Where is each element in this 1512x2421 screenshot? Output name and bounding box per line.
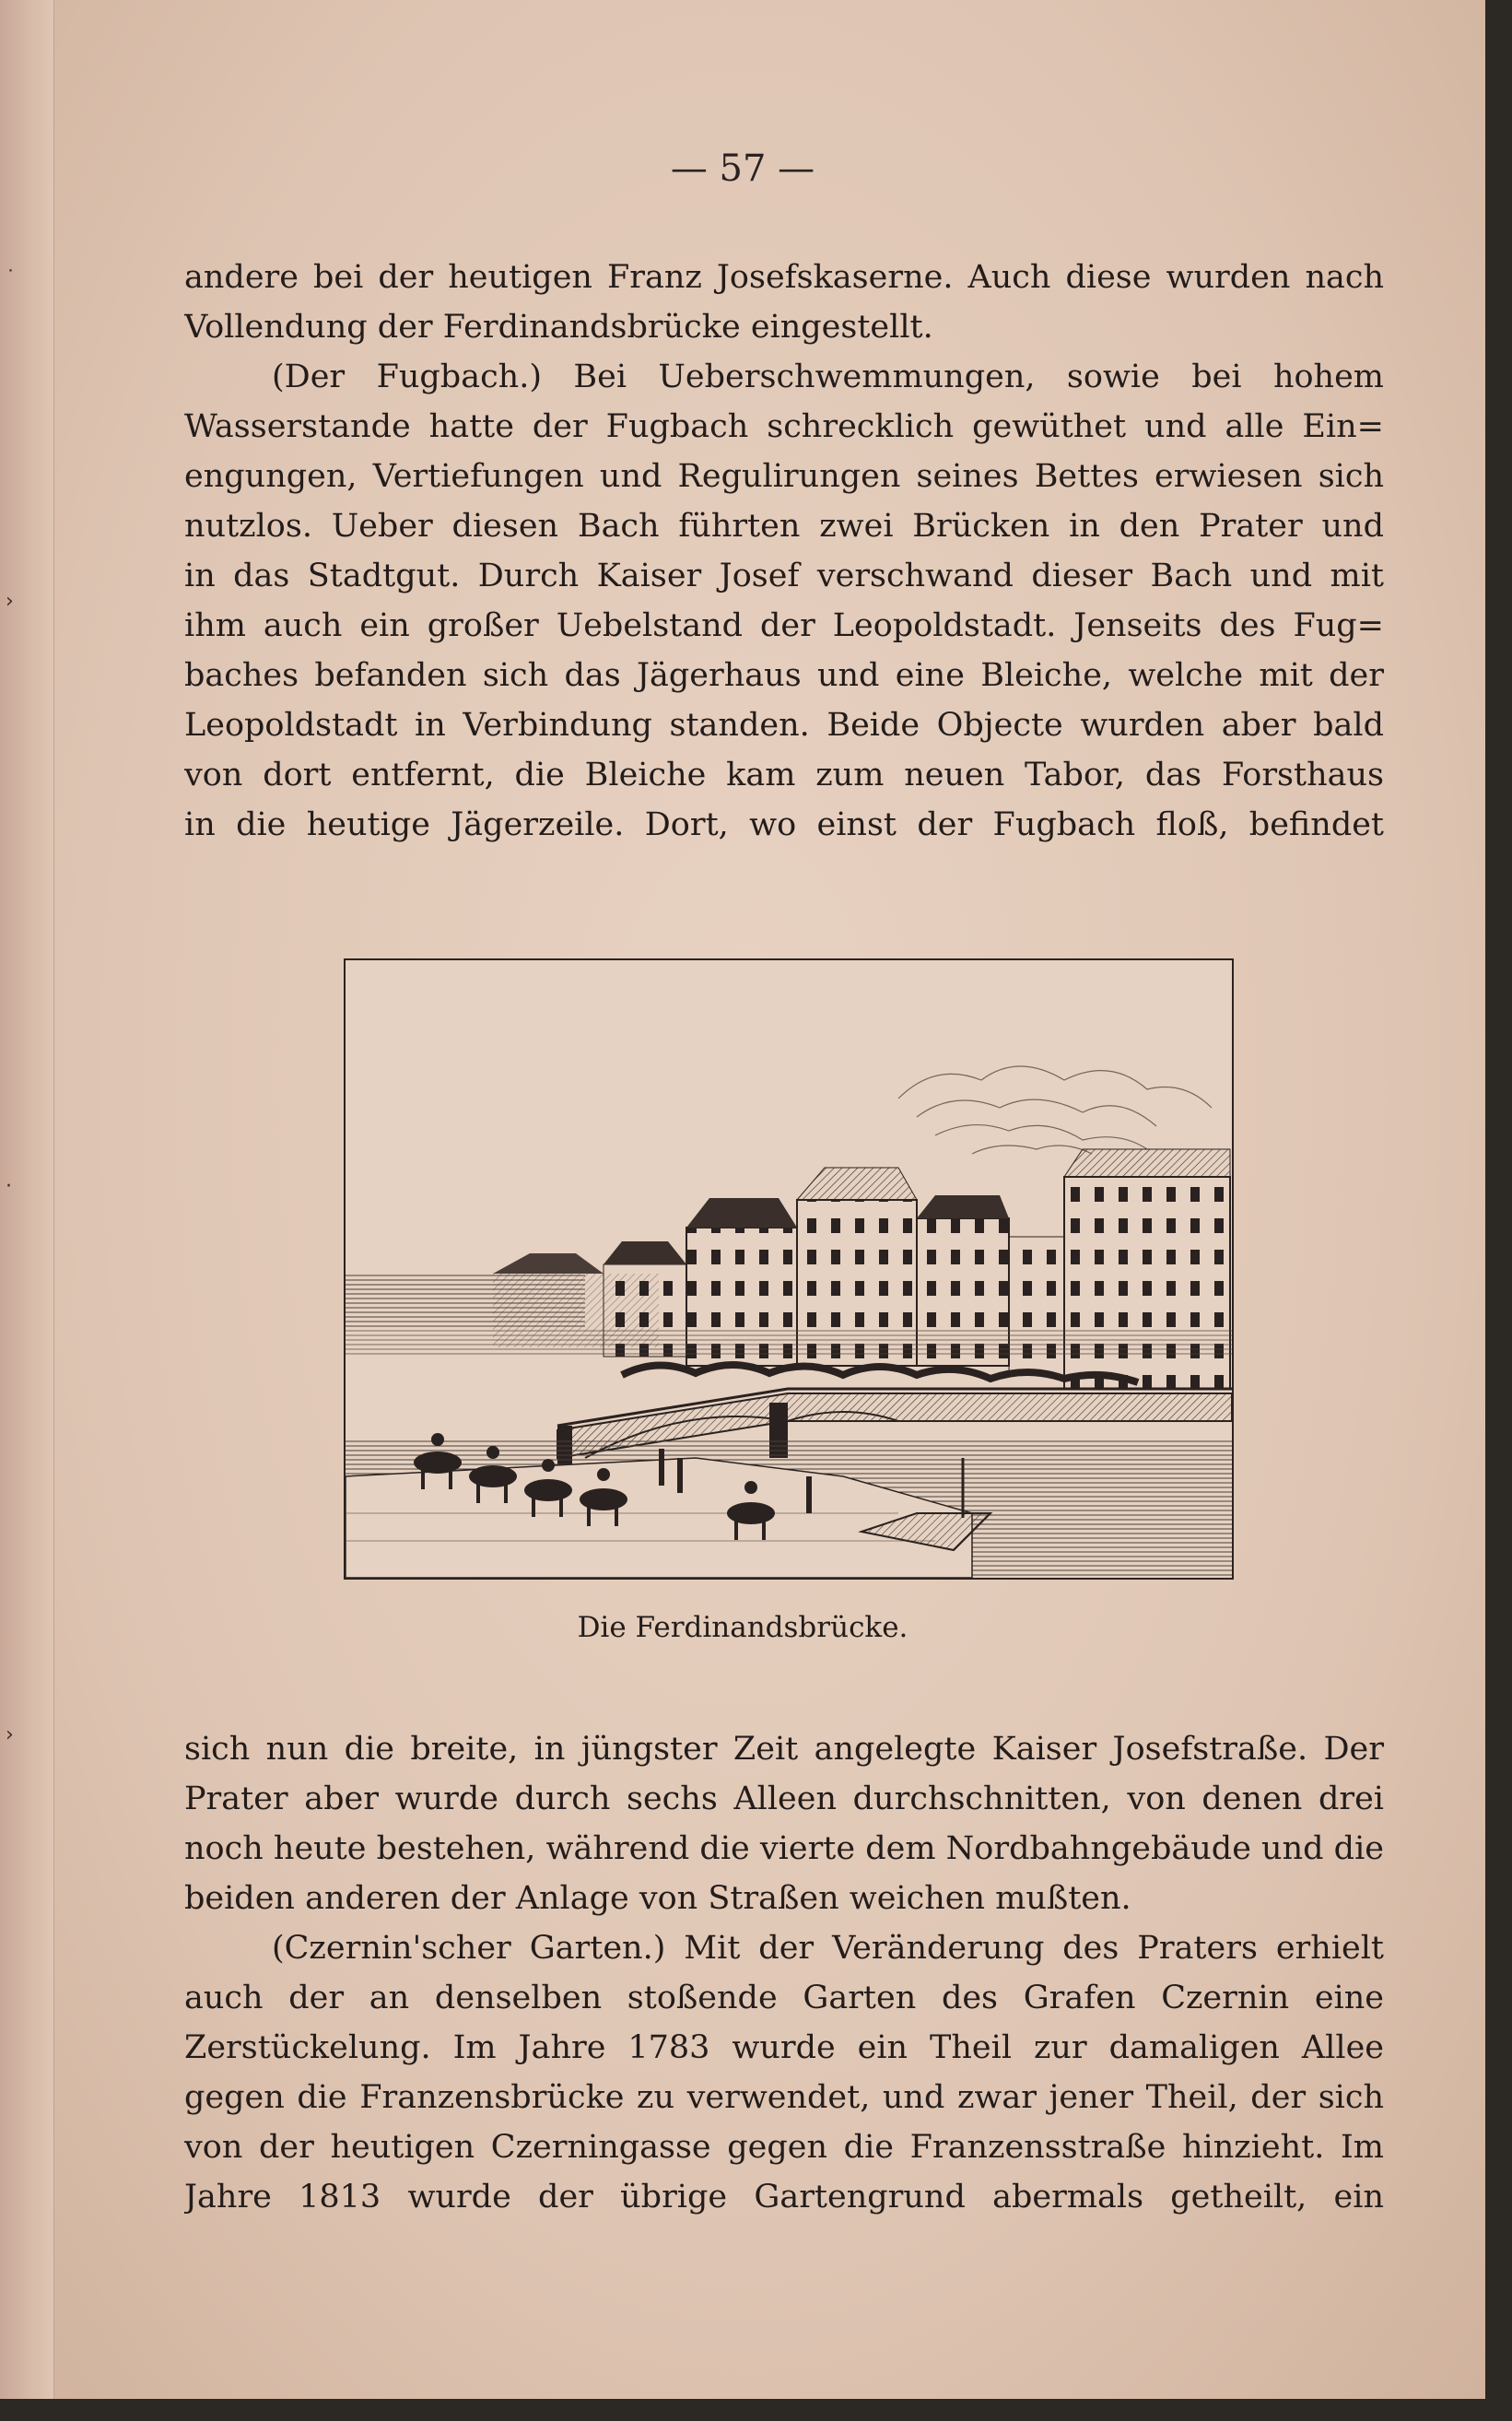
text-line: ihm auch ein großer Uebelstand der Leopoldstadt. Jenseits des Fug= bbox=[184, 607, 1384, 644]
text-line: auch der an denselben stoßende Garten des Grafen Czernin eine bbox=[184, 1980, 1384, 2016]
text-line: Vollendung der Ferdinandsbrücke eingestellt. bbox=[184, 309, 933, 346]
text-line: (Czernin'scher Garten.) Mit der Veränderung des Praters erhielt bbox=[272, 1930, 1384, 1967]
text-line: von der heutigen Czerningasse gegen die Franzensstraße hinzieht. Im bbox=[184, 2129, 1384, 2166]
text-line: (Der Fugbach.) Bei Ueberschwemmungen, sowie bei hohem bbox=[272, 358, 1384, 395]
text-line: sich nun die breite, in jüngster Zeit angelegte Kaiser Josefstraße. Der bbox=[184, 1731, 1384, 1768]
text-line: Jahre 1813 wurde der übrige Gartengrund abermals getheilt, ein bbox=[184, 2179, 1384, 2215]
text-line: Leopoldstadt in Verbindung standen. Beide Objecte wurden aber bald bbox=[184, 707, 1384, 744]
ferdinand-bridge-engraving bbox=[346, 960, 1232, 1578]
text-line: baches befanden sich das Jägerhaus und eine Bleiche, welche mit der bbox=[184, 657, 1384, 694]
figure-caption: Die Ferdinandsbrücke. bbox=[577, 1611, 908, 1644]
text-line: beiden anderen der Anlage von Straßen weichen mußten. bbox=[184, 1880, 1131, 1917]
text-line: noch heute bestehen, während die vierte dem Nordbahngebäude und die bbox=[184, 1830, 1384, 1867]
margin-mark: · bbox=[6, 1175, 12, 1198]
margin-mark: › bbox=[6, 1723, 14, 1746]
text-line: in das Stadtgut. Durch Kaiser Josef verschwand dieser Bach und mit bbox=[184, 558, 1384, 594]
top-text-block bbox=[184, 253, 1384, 850]
binding-gutter bbox=[0, 0, 54, 2399]
text-line: Prater aber wurde durch sechs Alleen durchschnitten, von denen drei bbox=[184, 1780, 1384, 1817]
text-line: von dort entfernt, die Bleiche kam zum neuen Tabor, das Forsthaus bbox=[184, 757, 1384, 793]
margin-mark: ˙ bbox=[6, 267, 16, 290]
bottom-text-block bbox=[184, 1724, 1384, 2222]
margin-mark: › bbox=[6, 590, 14, 613]
text-line: gegen die Franzensbrücke zu verwendet, und zwar jener Theil, der sich bbox=[184, 2079, 1384, 2116]
text-line: Zerstückelung. Im Jahre 1783 wurde ein Theil zur damaligen Allee bbox=[184, 2029, 1384, 2066]
text-line: andere bei der heutigen Franz Josefskaserne. Auch diese wurden nach bbox=[184, 259, 1384, 296]
engraving-figure bbox=[344, 958, 1234, 1580]
text-line: nutzlos. Ueber diesen Bach führten zwei Brücken in den Prater und bbox=[184, 508, 1384, 545]
text-line: in die heutige Jägerzeile. Dort, wo einst der Fugbach floß, befindet bbox=[184, 806, 1384, 843]
text-line: Wasserstande hatte der Fugbach schrecklich gewüthet und alle Ein= bbox=[184, 408, 1384, 445]
page-number: — 57 — bbox=[670, 147, 815, 190]
text-line: engungen, Vertiefungen und Regulirungen seines Bettes erwiesen sich bbox=[184, 458, 1384, 495]
